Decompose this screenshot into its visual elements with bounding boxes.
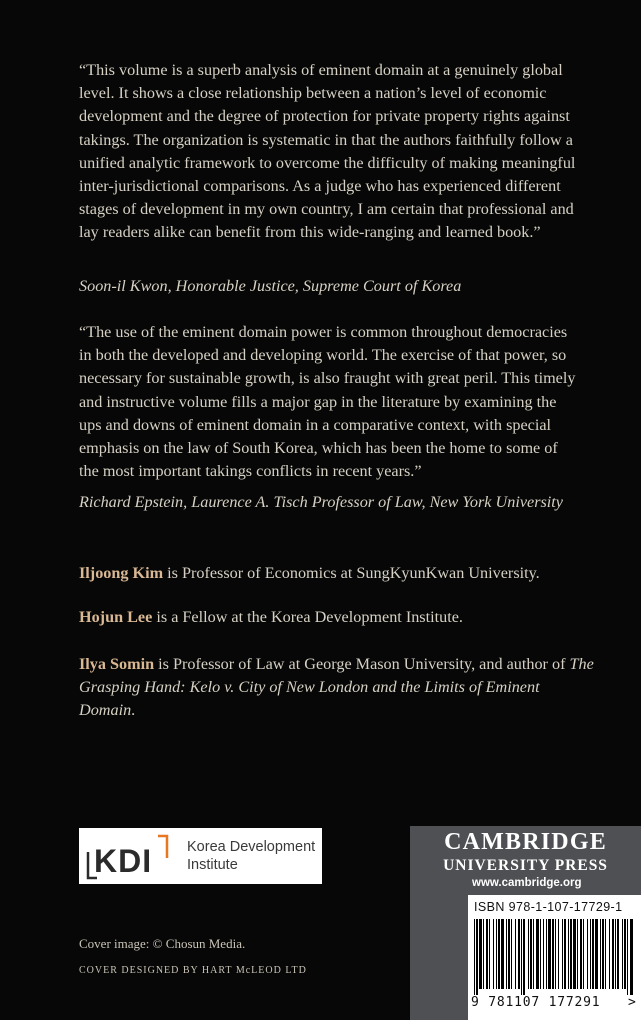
barcode-bar xyxy=(521,919,522,995)
author-bio-somin xyxy=(79,653,599,723)
barcode-panel xyxy=(468,895,641,1020)
kdi-logo-letters: KDI xyxy=(94,843,153,879)
barcode-bar xyxy=(498,919,500,989)
isbn-label: ISBN 978-1-107-17729-1 xyxy=(474,900,623,914)
author-bio-text: is Professor of Law at George Mason University, and author of xyxy=(154,655,570,673)
author-book-title: The Grasping Hand: Kelo v. City of New London and the Limits of Eminent Domain xyxy=(79,655,594,720)
publisher-panel xyxy=(410,826,641,1020)
author-bio-end: . xyxy=(131,701,136,720)
barcode-bar xyxy=(570,919,572,989)
author-bio-lee xyxy=(79,606,599,629)
barcode-bar xyxy=(540,919,541,989)
kdi-name xyxy=(187,838,315,874)
barcode-bar xyxy=(617,919,619,989)
barcode-bar xyxy=(612,919,614,989)
author-name: Iljoong Kim xyxy=(79,564,164,582)
barcode-bar xyxy=(479,919,482,989)
barcode-bar xyxy=(501,919,504,989)
barcode-bar xyxy=(543,919,544,989)
barcode-bar xyxy=(583,919,584,989)
review-quote-1: “This volume is a superb analysis of eminent domain at a genuinely global level. It shows a close relationship between a nation’s level of economic development and the degree of protection for private property rights against takings. The organization is systematic in that the authors faithfully follow a unified analytic framework to overcome the difficulty of making meaningful inter-jurisdictional comparisons. As a judge who has experienced different stages of development in my own country, I am certain that professional and lay readers alike can benefit from this wide-ranging and learned book.” xyxy=(79,61,576,242)
barcode-bar xyxy=(587,919,588,989)
barcode-bar xyxy=(508,919,510,989)
barcode-bar xyxy=(562,919,563,989)
author-bio-text: is a Fellow at the Korea Development Institute. xyxy=(152,608,463,626)
barcode-icon xyxy=(472,919,637,995)
barcode-bar xyxy=(595,919,598,989)
author-name: Hojun Lee xyxy=(79,608,153,626)
publisher-subtitle: UNIVERSITY PRESS xyxy=(443,857,608,874)
author-bio-text: is Professor of Economics at SungKyunKwan University. xyxy=(163,564,540,582)
barcode-bar xyxy=(568,919,569,989)
barcode-bar xyxy=(627,919,628,995)
barcode-bar xyxy=(536,919,539,989)
barcode-bar xyxy=(523,919,525,995)
barcode-bar xyxy=(600,919,601,989)
barcode-bar xyxy=(592,919,594,989)
barcode-bar xyxy=(511,919,512,989)
barcode-bar xyxy=(483,919,484,989)
barcode-bar xyxy=(496,919,497,989)
barcode-bar xyxy=(555,919,556,989)
barcode-bar xyxy=(506,919,507,989)
kdi-logo-bracket-right xyxy=(158,836,167,858)
barcode-bar xyxy=(515,919,516,989)
barcode-bar xyxy=(493,919,494,989)
review-attribution-1: Soon-il Kwon, Honorable Justice, Supreme Court of Korea xyxy=(79,277,462,295)
review-quote-2: “The use of the eminent domain power is common throughout democracies in both the developed and developing world. The exercise of that power, so necessary for sustainable growth, is also fraught with great peril. This timely and instructive volume fills a major gap in the literature by examining the ups and downs of eminent domain in a comparative context, with special emphasis on the law of South Korea, which has been the home to some of the most important takings conflicts in recent years.” xyxy=(79,323,576,481)
barcode-bar xyxy=(530,919,532,989)
barcode-bar xyxy=(580,919,582,989)
barcode-bar xyxy=(590,919,591,989)
author-bio-kim xyxy=(79,562,599,585)
barcode-bar xyxy=(609,919,610,989)
barcode-bar xyxy=(605,919,606,989)
barcode-bar xyxy=(615,919,616,989)
barcode-bar xyxy=(624,919,626,989)
barcode-digits-text: 9 781107 177291 xyxy=(471,995,601,1010)
barcode-bar xyxy=(622,919,623,989)
barcode-bar xyxy=(573,919,576,989)
barcode-bar xyxy=(558,919,559,989)
cover-image-credit: Cover image: © Chosun Media. xyxy=(79,936,246,951)
publisher-url: www.cambridge.org xyxy=(472,877,582,889)
barcode-bar xyxy=(564,919,566,989)
author-name: Ilya Somin xyxy=(79,655,155,673)
barcode-bar xyxy=(630,919,633,995)
barcode-bar xyxy=(602,919,604,989)
kdi-logo-icon xyxy=(86,834,170,880)
publisher-name: CAMBRIDGE xyxy=(444,829,607,855)
kdi-logo-panel xyxy=(79,828,322,884)
barcode-bar xyxy=(474,919,475,995)
cover-designer-credit: COVER DESIGNED BY HART McLEOD LTD xyxy=(79,965,307,976)
barcode-arrow-icon: > xyxy=(628,995,636,1010)
kdi-name-line1: Korea Development xyxy=(187,839,316,855)
barcode-bar xyxy=(552,919,554,989)
barcode-bar xyxy=(476,919,478,995)
barcode-bar xyxy=(486,919,488,989)
kdi-name-line2: Institute xyxy=(187,857,238,873)
barcode-bar xyxy=(546,919,547,989)
barcode-bar xyxy=(518,919,520,989)
barcode-bar xyxy=(528,919,529,989)
barcode-bar xyxy=(533,919,534,989)
barcode-bar xyxy=(489,919,490,989)
review-attribution-2: Richard Epstein, Laurence A. Tisch Professor of Law, New York University xyxy=(79,493,563,511)
barcode-bar xyxy=(548,919,551,989)
barcode-bar xyxy=(577,919,578,989)
